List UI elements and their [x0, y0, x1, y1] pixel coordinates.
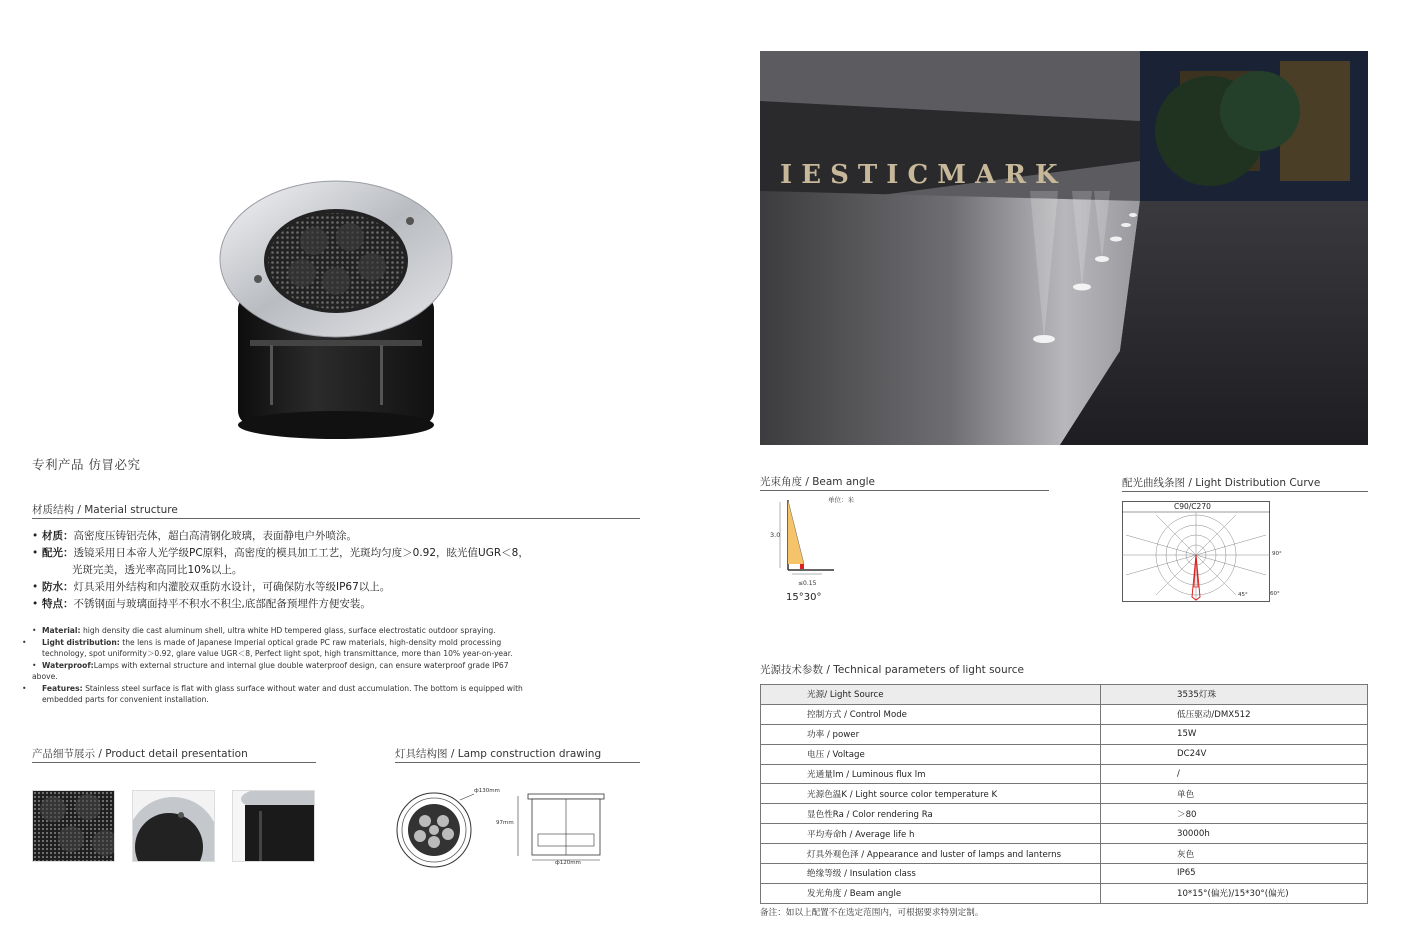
params-row [761, 824, 1368, 844]
beam-unit: 单位：米 [828, 496, 854, 504]
material-rule [32, 518, 640, 519]
detail-thumb-body [232, 790, 315, 862]
dim-bottom-diameter: ф120mm [555, 860, 581, 866]
params-row [761, 784, 1368, 804]
detail-thumb-lens [32, 790, 115, 862]
beam-title: 光束角度 / Beam angle [760, 476, 876, 488]
params-row [761, 724, 1368, 744]
detail-rule [32, 762, 316, 763]
param-value: 15W [1101, 724, 1368, 744]
curve-title: 配光曲线条图 / Light Distribution Curve [1122, 477, 1321, 489]
curve-label: C90/C270 [1174, 502, 1211, 511]
en-item-material: • Material: high density die cast aluminum shell, ultra white HD tempered glass, surface electrostatic outdoor spraying. [32, 626, 496, 635]
application-photo [760, 51, 1368, 445]
detail-title: 产品细节展示 / Product detail presentation [32, 748, 248, 760]
param-value: 灰色 [1101, 844, 1368, 864]
param-key: 功率 / power [761, 724, 1101, 744]
param-value: 3535灯珠 [1101, 685, 1368, 705]
material-en-list [22, 625, 532, 706]
params-title: 光源技术参数 / Technical parameters of light source [760, 664, 1024, 676]
light-distribution-curve [1122, 501, 1270, 602]
beam-height: 3.0 [770, 531, 781, 539]
param-value: ＞80 [1101, 804, 1368, 824]
product-image [210, 175, 460, 445]
beam-angles: 15°30° [786, 592, 822, 603]
cn-item-light-cont: 光斑完美，透光率高同比10%以上。 [72, 564, 243, 576]
param-value: IP65 [1101, 864, 1368, 884]
param-value: 30000h [1101, 824, 1368, 844]
cn-item-material: • 材质：高密度压铸铝壳体，超白高清钢化玻璃，表面静电户外喷涂。 [32, 530, 357, 542]
param-key: 控制方式 / Control Mode [761, 704, 1101, 724]
param-key: 光源/ Light Source [761, 685, 1101, 705]
construction-title: 灯具结构图 / Lamp construction drawing [395, 748, 602, 760]
param-key: 发光角度 / Beam angle [761, 883, 1101, 903]
params-row [761, 844, 1368, 864]
param-key: 光通量lm / Luminous flux lm [761, 764, 1101, 784]
params-row [761, 704, 1368, 724]
en-item-features: • Features: Stainless steel surface is flat with glass surface without water and dust accumulation. The bottom is equipped with embedded parts for convenient installation. [22, 683, 523, 704]
curve-45: 45° [1238, 592, 1248, 598]
material-cn-list [32, 528, 652, 613]
param-key: 显色性Ra / Color rendering Ra [761, 804, 1101, 824]
construction-drawing [392, 784, 622, 870]
params-row [761, 804, 1368, 824]
params-row [761, 685, 1368, 705]
curve-60: 60° [1270, 591, 1280, 597]
detail-thumb-ring [132, 790, 215, 862]
params-row [761, 883, 1368, 903]
param-value: 10*15°(偏光)/15*30°(偏光) [1101, 883, 1368, 903]
photo-sign-text: I E S T I C M A R K [780, 160, 1058, 190]
param-key: 灯具外观色泽 / Appearance and luster of lamps and lanterns [761, 844, 1101, 864]
param-value: 单色 [1101, 784, 1368, 804]
param-key: 平均寿命h / Average life h [761, 824, 1101, 844]
dim-height: 97mm [496, 820, 514, 826]
cn-item-waterproof: • 防水：灯具采用外结构和内灌胶双重防水设计，可确保防水等级IP67以上。 [32, 581, 391, 593]
beam-rule [760, 490, 1049, 491]
params-table [760, 684, 1368, 904]
params-note: 备注：如以上配置不在选定范围内，可根据要求特别定制。 [760, 908, 984, 918]
param-value: 低压驱动/DMX512 [1101, 704, 1368, 724]
params-row [761, 764, 1368, 784]
beam-small: ≤0.15 [798, 580, 817, 587]
params-row [761, 864, 1368, 884]
param-value: DC24V [1101, 744, 1368, 764]
curve-rule [1122, 491, 1368, 492]
param-key: 电压 / Voltage [761, 744, 1101, 764]
param-value: / [1101, 764, 1368, 784]
params-row [761, 744, 1368, 764]
construction-rule [395, 762, 640, 763]
param-key: 绝缘等级 / Insulation class [761, 864, 1101, 884]
en-item-waterproof: • Waterproof:Lamps with external structure and internal glue double waterproof design, can ensure waterproof grade IP67 above. [32, 660, 509, 681]
cn-item-features: • 特点：不锈钢面与玻璃面持平不积水不积尘,底部配备预埋件方便安装。 [32, 598, 371, 610]
en-item-light: • Light distribution: the lens is made of Japanese Imperial optical grade PC raw materials, high-density mold processing technology, spot uniformity＞0.92, glare value UGR＜8, Perfect light spot, high transmittance, more than 10% year-on-year. [22, 637, 513, 658]
dim-top-diameter: ф130mm [474, 788, 500, 794]
patent-notice: 专利产品 仿冒必究 [32, 457, 141, 472]
material-title: 材质结构 / Material structure [32, 504, 178, 516]
curve-90: 90° [1272, 551, 1282, 557]
cn-item-light: • 配光：透镜采用日本帝人光学级PC原料，高密度的模具加工工艺，光斑均匀度＞0.92，眩光值UGR＜8， [32, 547, 529, 559]
param-key: 光源色温K / Light source color temperature K [761, 784, 1101, 804]
